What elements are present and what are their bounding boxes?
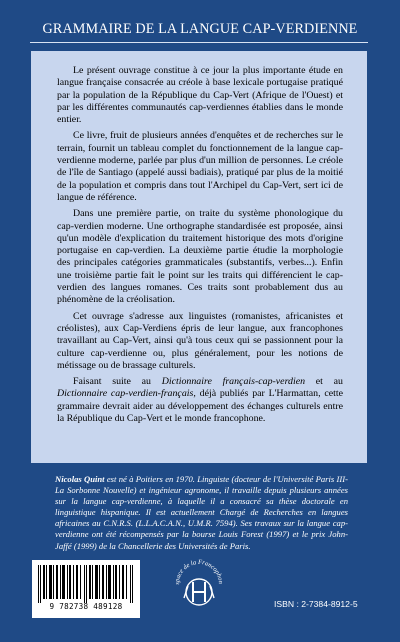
- francophonie-logo-icon: [170, 550, 228, 614]
- publisher-logo: [170, 550, 228, 614]
- description-paragraph-3: Dans une première partie, on traite du système phonologique du cap-verdien moderne. Une orthographe standardisée est proposée, ainsi qu'un modèle d'explication du traitement historique des mots d'origine portugaise en cap-verdien. La deuxième partie étudie la morphologie des principales catégories grammaticales (substantifs, verbes...). Enfin une troisième partie fait le point sur les traits qui différencient le cap-verdien des langues romanes. Ces traits sont probablement dus au phénomène de la créolisation.: [57, 208, 343, 306]
- isbn: ISBN : 2-7384-8912-5: [274, 599, 358, 609]
- paragraph-5-text-b: et au: [305, 376, 343, 388]
- barcode-bars: [38, 565, 134, 603]
- description-panel: [31, 51, 367, 463]
- title-underline: [30, 42, 368, 43]
- description-paragraph-2: Ce livre, fruit de plusieurs années d'enquêtes et de recherches sur le terrain, fournit un tableau complet du fonctionnement de la langue cap-verdienne moderne, parlée par plus d'un million de personnes. Le créole de l'île de Santiago (appelé aussi badiais), pratiqué par plus de la moitié de la population et compris dans tout l'Archipel du Cap-Vert, sert ici de langue de référence.: [57, 130, 343, 203]
- barcode: [32, 560, 140, 618]
- paragraph-5-text-a: Faisant suite au: [73, 376, 162, 388]
- paragraph-5-text-c: , déjà publiés par L'Harmattan, cette grammaire devrait aider au développement des échanges culturels entre la République du Cap-Vert et le monde francophone.: [57, 388, 343, 425]
- description-paragraph-4: Cet ouvrage s'adresse aux linguistes (romanistes, africanistes et créolistes), aux Cap-Verdiens épris de leur langue, aux francophones travaillant au Cap-Vert, ainsi qu'à tous ceux qui se passionnent pour la culture cap-verdienne ou, plus généralement, pour les notions de métissage ou de brassage culturels.: [57, 310, 343, 371]
- description-paragraph-5: [57, 376, 343, 425]
- dictionary-title-fr-cv: Dictionnaire français-cap-verdien: [161, 376, 306, 388]
- book-title: GRAMMAIRE DE LA LANGUE CAP-VERDIENNE: [42, 21, 358, 37]
- author-bio: [55, 474, 348, 552]
- dictionary-title-cv-fr: Dictionnaire cap-verdien-français: [57, 388, 194, 400]
- logo-text: space de la Francophon: [173, 558, 225, 585]
- barcode-digits: 9 782738 489128: [49, 602, 123, 611]
- description-paragraph-1: Le présent ouvrage constitue à ce jour la plus importante étude en langue française consacrée au créole à base lexicale portugaise pratiqué par la population de la République du Cap-Vert (Afrique de l'Ouest) et par les différentes communautés cap-verdiennes établies dans le monde entier.: [57, 65, 343, 126]
- author-name: Nicolas Quint: [55, 474, 105, 484]
- author-bio-text: est né à Poitiers en 1970. Linguiste (docteur de l'Université Paris III-La Sorbonne Nouvelle) et ingénieur agronome, il travaille depuis plusieurs années sur la langue cap-verdienne, à laquelle il a consacré sa thèse doctorale en linguistique hispanique. Il est actuellement Chargé de Recherches en langues africaines au C.N.R.S. (L.L.A.C.A.N., U.M.R. 7594). Ses travaux sur la langue cap-verdienne ont été récompensés par la bourse Louis Forest (1997) et le prix John-Jaffé (1999) de la Chancellerie des Universités de Paris.: [55, 474, 348, 551]
